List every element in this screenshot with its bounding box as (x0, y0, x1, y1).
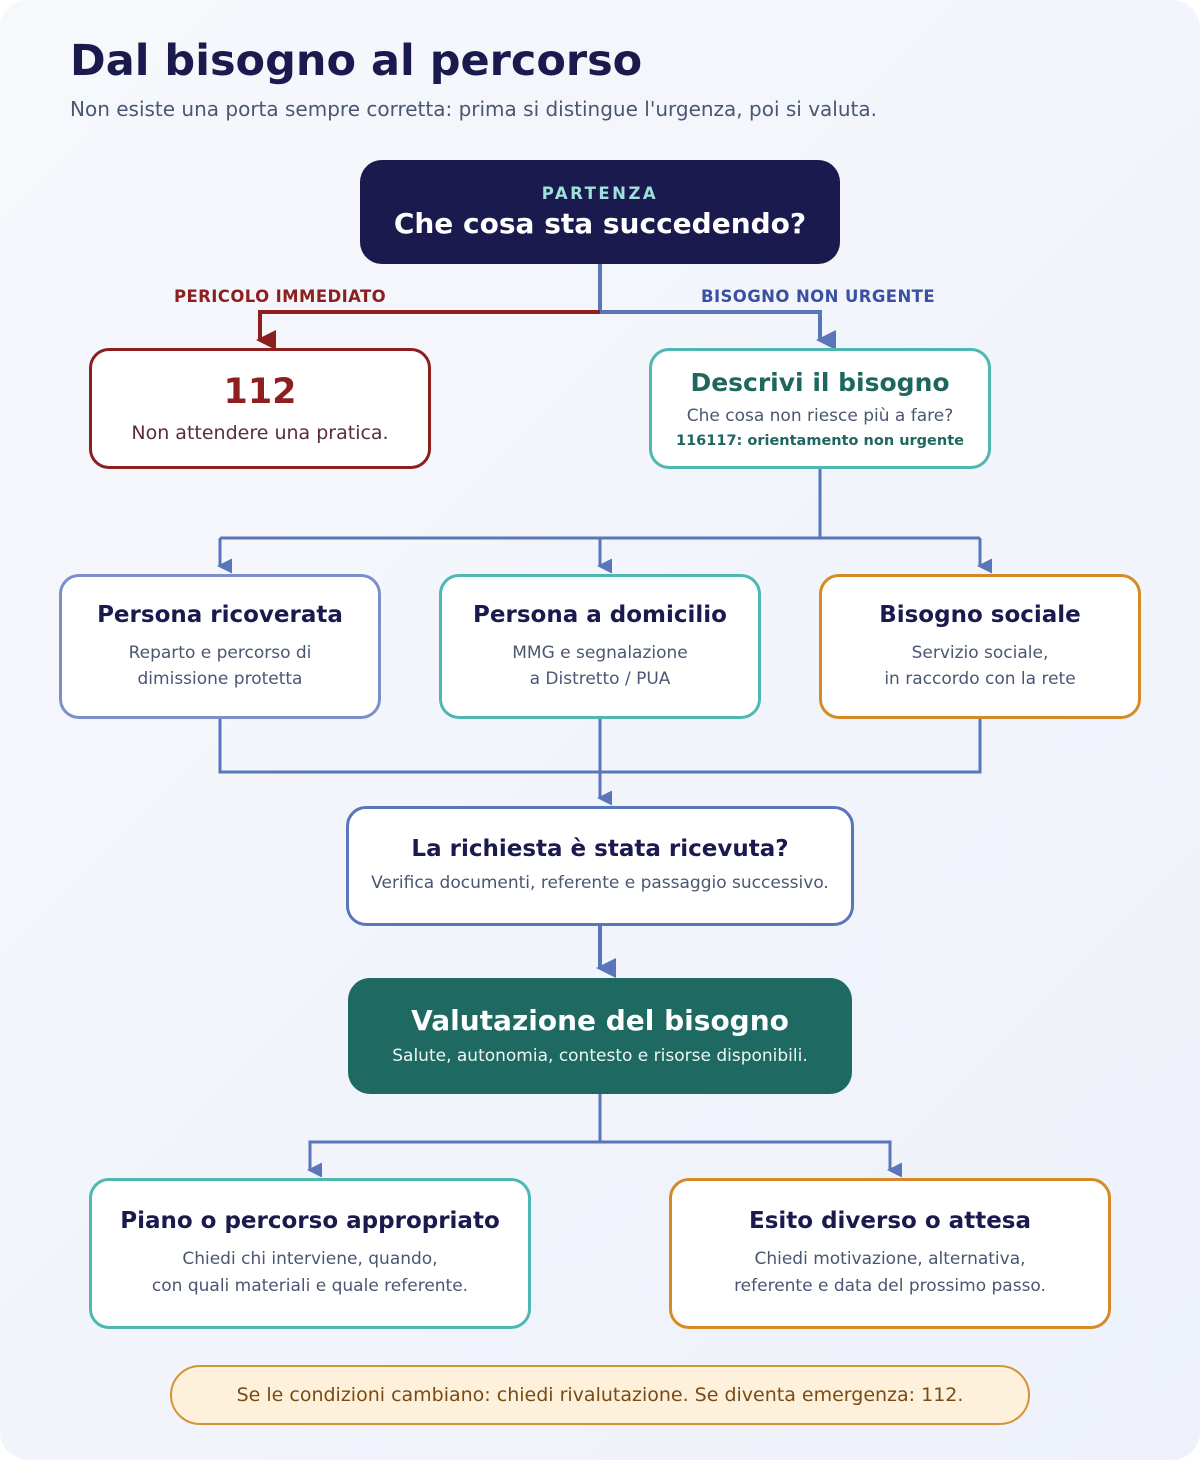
branch-label-urgent: PERICOLO IMMEDIATO (174, 287, 387, 306)
outcome-line: Chiedi chi interviene, quando, (182, 1248, 438, 1269)
situation-text (512, 640, 688, 692)
evaluation-text: Salute, autonomia, contesto e risorse disponibili. (392, 1045, 808, 1066)
outcome-text (734, 1246, 1046, 1300)
situation-node-sociale (819, 574, 1141, 719)
footer-note: Se le condizioni cambiano: chiedi rivalutazione. Se diventa emergenza: 112. (170, 1365, 1030, 1425)
outcome-line: Chiedi motivazione, alternativa, (754, 1248, 1026, 1269)
connector-to-plan (310, 1142, 600, 1170)
received-node (346, 806, 854, 926)
situation-node-domicilio (439, 574, 761, 719)
page-title: Dal bisogno al percorso (70, 36, 643, 86)
start-tag: PARTENZA (541, 184, 659, 203)
situation-text (884, 640, 1075, 692)
connector-to-esito (600, 1142, 890, 1170)
situation-line: a Distretto / PUA (529, 668, 671, 689)
evaluation-title: Valutazione del bisogno (411, 1003, 789, 1037)
situation-line: dimissione protetta (137, 668, 303, 689)
emergency-node (89, 348, 431, 469)
outcome-line: con quali materiali e quale referente. (151, 1275, 469, 1296)
connector-to-emergency (260, 312, 600, 340)
situation-title: Bisogno sociale (879, 601, 1081, 628)
start-node (360, 160, 840, 264)
connector-to-describe (600, 312, 820, 340)
describe-node (649, 348, 991, 469)
describe-note: 116117: orientamento non urgente (676, 433, 964, 449)
received-title: La richiesta è stata ricevuta? (411, 836, 789, 862)
describe-title: Descrivi il bisogno (690, 368, 950, 397)
outcome-node-esito (669, 1178, 1111, 1329)
page-subtitle: Non esiste una porta sempre corretta: prima si distingue l'urgenza, poi si valuta. (70, 97, 877, 121)
describe-question: Che cosa non riesce più a fare? (686, 406, 954, 426)
situation-text (129, 640, 312, 692)
outcome-title: Piano o percorso appropriato (120, 1207, 500, 1234)
branch-label-nonurgent: BISOGNO NON URGENTE (701, 287, 935, 306)
outcome-line: referente e data del prossimo passo. (734, 1275, 1046, 1296)
outcome-title: Esito diverso o attesa (749, 1207, 1031, 1234)
evaluation-node (348, 978, 852, 1094)
received-text: Verifica documenti, referente e passaggio successivo. (371, 873, 829, 893)
emergency-text: Non attendere una pratica. (131, 421, 389, 444)
emergency-number: 112 (223, 371, 297, 412)
outcome-node-plan (89, 1178, 531, 1329)
situation-node-ricoverata (59, 574, 381, 719)
situation-line: MMG e segnalazione (512, 642, 688, 663)
situation-line: in raccordo con la rete (884, 668, 1076, 689)
situation-title: Persona ricoverata (97, 601, 343, 628)
situation-line: Reparto e percorso di (128, 642, 312, 663)
outcome-text (152, 1246, 468, 1300)
situation-title: Persona a domicilio (473, 601, 727, 628)
situation-line: Servizio sociale, (911, 642, 1049, 663)
start-question: Che cosa sta succedendo? (393, 207, 807, 240)
